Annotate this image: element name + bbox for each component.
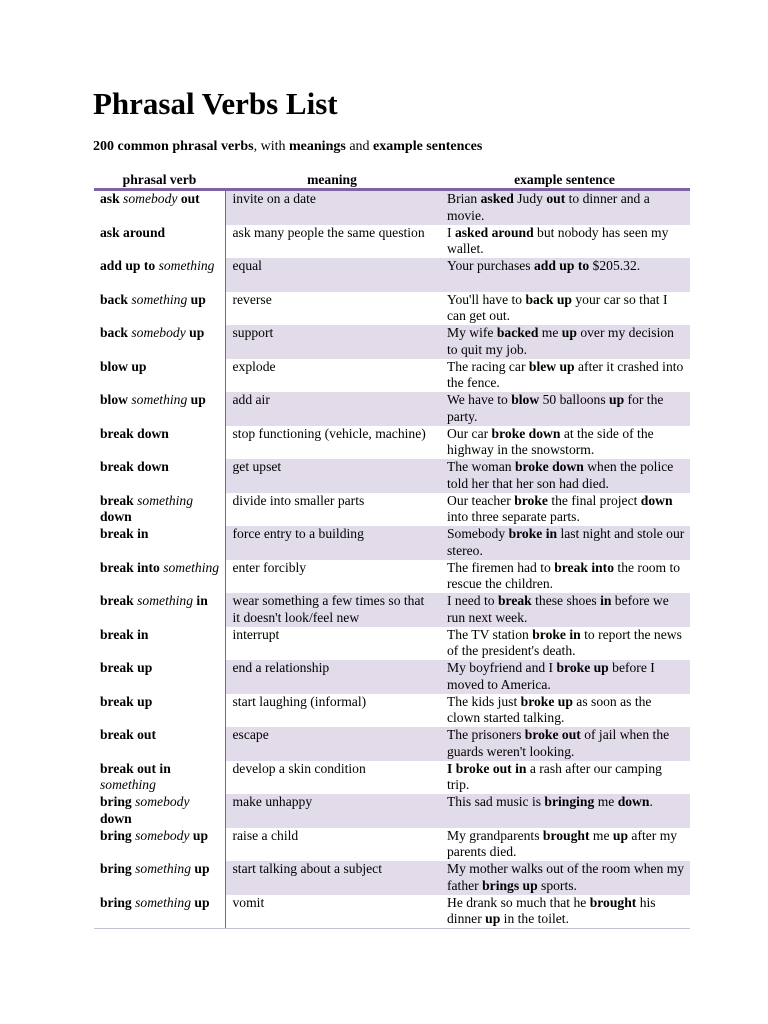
phrasal-verb-cell-segment: break bbox=[100, 593, 138, 608]
example-sentence-cell bbox=[439, 426, 690, 460]
phrasal-verb-cell-segment: something bbox=[135, 861, 192, 876]
phrasal-verb-cell-segment: up bbox=[191, 861, 210, 876]
example-sentence-cell bbox=[439, 627, 690, 661]
phrasal-verb-cell bbox=[94, 627, 225, 661]
meaning-cell: enter forcibly bbox=[232, 559, 307, 575]
example-sentence-cell-segment: broke bbox=[514, 492, 548, 508]
example-sentence-cell-segment: last night and stole our stereo. bbox=[447, 526, 685, 558]
phrasal-verb-cell-segment: down bbox=[100, 509, 132, 524]
example-sentence-cell-segment: He drank so much that he bbox=[447, 894, 590, 910]
example-sentence-cell-segment: Judy bbox=[513, 191, 547, 206]
example-sentence-cell-segment: into three separate parts. bbox=[447, 509, 580, 524]
example-sentence-cell-segment: up bbox=[485, 911, 501, 926]
phrasal-verb-cell-segment: break down bbox=[100, 425, 169, 441]
subtitle-part: example sentences bbox=[373, 139, 483, 154]
table-row bbox=[94, 660, 690, 694]
table-row bbox=[94, 560, 690, 594]
example-sentence-cell bbox=[439, 694, 690, 728]
meaning-cell: invite on a date bbox=[225, 190, 439, 225]
phrasal-verb-cell-segment: somebody bbox=[135, 794, 190, 809]
meaning-cell: divide into smaller parts bbox=[232, 492, 365, 508]
example-sentence-cell-segment: over my decision to quit my job. bbox=[447, 325, 674, 357]
example-sentence-cell-segment: out bbox=[546, 191, 566, 206]
example-sentence-cell bbox=[439, 560, 690, 594]
meaning-cell: explode bbox=[232, 358, 276, 374]
phrasal-verb-cell-segment: back bbox=[100, 291, 132, 307]
phrasal-verb-cell-segment: break into bbox=[100, 559, 164, 575]
phrasal-verb-cell-segment: blow bbox=[100, 392, 132, 407]
phrasal-verb-cell-segment: break down bbox=[100, 459, 169, 474]
meaning-cell: add air bbox=[225, 392, 439, 426]
subtitle-part: , with bbox=[253, 139, 290, 154]
table-row bbox=[94, 694, 690, 728]
example-sentence-cell-segment: My wife bbox=[447, 325, 497, 340]
example-sentence-cell-segment: before we run next week. bbox=[447, 593, 669, 625]
phrasal-verb-cell-segment: blow up bbox=[100, 358, 147, 374]
phrasal-verb-cell bbox=[94, 190, 225, 225]
example-sentence-cell-segment: broke in bbox=[508, 526, 558, 541]
example-sentence-cell-segment: . bbox=[649, 794, 653, 809]
phrasal-verb-cell-segment: up bbox=[187, 392, 206, 407]
example-sentence-cell-segment: brought bbox=[589, 894, 637, 910]
meaning-cell: develop a skin condition bbox=[232, 760, 366, 776]
example-sentence-cell-segment: The prisoners bbox=[447, 727, 525, 742]
example-sentence-cell bbox=[439, 258, 690, 292]
phrasal-verb-cell-segment: down bbox=[100, 810, 132, 826]
example-sentence-cell-segment: to report the news of the president's death. bbox=[447, 626, 682, 658]
example-sentence-cell-segment: break bbox=[497, 593, 532, 608]
phrasal-verb-cell bbox=[94, 526, 225, 560]
example-sentence-cell bbox=[439, 761, 690, 795]
example-sentence-cell-segment: break into bbox=[554, 559, 615, 575]
table-row bbox=[94, 895, 690, 929]
table-body bbox=[94, 190, 690, 929]
phrasal-verb-cell-segment: bring bbox=[100, 861, 136, 876]
meaning-cell: wear something a few times so that it doesn't look/feel new bbox=[225, 593, 439, 627]
phrasal-verb-cell-segment: somebody bbox=[135, 827, 190, 843]
phrasal-verb-cell-segment: something bbox=[131, 291, 188, 307]
example-sentence-cell-segment: Somebody bbox=[447, 526, 509, 541]
subtitle-part: and bbox=[345, 139, 374, 154]
phrasal-verb-cell bbox=[94, 593, 225, 627]
phrasal-verb-cell bbox=[94, 794, 225, 828]
example-sentence-cell bbox=[439, 727, 690, 761]
example-sentence-cell-segment: Our teacher bbox=[447, 492, 515, 508]
phrasal-verb-cell-segment: break up bbox=[100, 693, 153, 709]
example-sentence-cell-segment: brought bbox=[542, 827, 590, 843]
phrasal-verb-cell bbox=[94, 694, 225, 728]
table-row bbox=[94, 325, 690, 359]
example-sentence-cell-segment: the final project bbox=[547, 492, 641, 508]
example-sentence-cell-segment: The firemen had to bbox=[447, 559, 555, 575]
table-row bbox=[94, 526, 690, 560]
example-sentence-cell-segment: 50 balloons bbox=[539, 392, 610, 407]
table-row bbox=[94, 761, 690, 795]
table-row bbox=[94, 459, 690, 493]
meaning-cell: vomit bbox=[225, 895, 439, 929]
table-row bbox=[94, 828, 690, 862]
example-sentence-cell-segment: The racing car bbox=[447, 358, 529, 374]
example-sentence-cell-segment: up bbox=[612, 827, 629, 843]
meaning-cell: end a relationship bbox=[225, 660, 439, 694]
example-sentence-cell-segment: asked around bbox=[454, 224, 534, 240]
example-sentence-cell-segment: me bbox=[538, 325, 562, 340]
example-sentence-cell-segment: blow bbox=[511, 392, 540, 407]
meaning-cell: start laughing (informal) bbox=[232, 693, 367, 709]
example-sentence-cell-segment: The woman bbox=[447, 459, 515, 474]
phrasal-verb-cell-segment: back bbox=[100, 325, 132, 340]
meaning-cell: raise a child bbox=[232, 827, 299, 843]
meaning-cell: ask many people the same question bbox=[232, 224, 425, 240]
example-sentence-cell-segment: down bbox=[617, 794, 650, 809]
phrasal-verb-cell-segment: something bbox=[158, 258, 215, 273]
phrasal-verb-cell-segment: something bbox=[131, 392, 188, 407]
phrasal-verb-cell-segment: break in bbox=[100, 626, 149, 642]
example-sentence-cell-segment: I broke out in bbox=[447, 760, 527, 776]
phrasal-verb-cell bbox=[94, 828, 225, 862]
phrasal-verb-cell bbox=[94, 493, 225, 527]
example-sentence-cell-segment: back up bbox=[525, 291, 572, 307]
example-sentence-cell-segment: broke up bbox=[556, 660, 609, 675]
phrasal-verb-cell-segment: something bbox=[135, 894, 192, 910]
example-sentence-cell-segment: after my parents died. bbox=[447, 827, 678, 859]
example-sentence-cell bbox=[439, 392, 690, 426]
example-sentence-cell-segment: a rash after our camping trip. bbox=[447, 760, 662, 792]
example-sentence-cell-segment: of jail when the guards weren't looking. bbox=[447, 727, 670, 759]
example-sentence-cell-segment: as soon as the clown started talking. bbox=[447, 693, 652, 725]
phrasal-verb-cell bbox=[94, 895, 225, 929]
example-sentence-cell bbox=[439, 660, 690, 694]
phrasal-verb-cell-segment: something bbox=[163, 559, 220, 575]
example-sentence-cell-segment: asked bbox=[480, 191, 514, 206]
example-sentence-cell-segment: up bbox=[561, 325, 577, 340]
example-sentence-cell-segment: My mother walks out of the room when my father bbox=[447, 861, 685, 893]
phrasal-verb-cell bbox=[94, 660, 225, 694]
example-sentence-cell-segment: to dinner and a movie. bbox=[447, 191, 650, 223]
example-sentence-cell-segment: your car so that I can get out. bbox=[447, 291, 668, 323]
table-row bbox=[94, 225, 690, 259]
phrasal-verbs-table bbox=[94, 171, 690, 929]
phrasal-verb-cell bbox=[94, 459, 225, 493]
table-row bbox=[94, 359, 690, 393]
meaning-cell: equal bbox=[225, 258, 439, 292]
phrasal-verb-cell-segment: up bbox=[185, 325, 205, 340]
example-sentence-cell-segment: but nobody has seen my wallet. bbox=[447, 224, 669, 256]
example-sentence-cell bbox=[439, 828, 690, 862]
example-sentence-cell-segment: his dinner bbox=[447, 894, 656, 926]
phrasal-verb-cell-segment: break up bbox=[100, 660, 153, 675]
meaning-cell: force entry to a building bbox=[225, 526, 439, 560]
table-row bbox=[94, 292, 690, 326]
phrasal-verb-cell-segment: bring bbox=[100, 894, 136, 910]
meaning-cell: reverse bbox=[232, 291, 272, 307]
example-sentence-cell-segment: broke out bbox=[524, 727, 581, 742]
example-sentence-cell-segment: brings up bbox=[482, 877, 538, 893]
meaning-cell: interrupt bbox=[232, 626, 280, 642]
example-sentence-cell bbox=[439, 794, 690, 828]
example-sentence-cell-segment: the room to rescue the children. bbox=[447, 559, 681, 591]
phrasal-verb-cell-segment: up bbox=[191, 894, 210, 910]
example-sentence-cell-segment: in the toilet. bbox=[500, 911, 569, 926]
example-sentence-cell-segment: down bbox=[640, 492, 673, 508]
example-sentence-cell-segment: My boyfriend and I bbox=[447, 660, 557, 675]
table-row bbox=[94, 258, 690, 292]
phrasal-verb-cell-segment: break in bbox=[100, 526, 149, 541]
table-row bbox=[94, 861, 690, 895]
example-sentence-cell-segment: I bbox=[447, 224, 455, 240]
example-sentence-cell-segment: sports. bbox=[537, 877, 577, 893]
phrasal-verb-cell-segment: break out bbox=[100, 727, 157, 742]
example-sentence-cell-segment: at the side of the highway in the snowstorm. bbox=[447, 425, 654, 457]
meaning-cell: escape bbox=[225, 727, 439, 761]
example-sentence-cell-segment: broke up bbox=[520, 693, 573, 709]
phrasal-verb-cell-segment: in bbox=[193, 593, 208, 608]
phrasal-verb-cell-segment: up bbox=[189, 827, 209, 843]
phrasal-verb-cell bbox=[94, 727, 225, 761]
column-header-meaning: meaning bbox=[225, 171, 439, 190]
example-sentence-cell-segment: backed bbox=[496, 325, 539, 340]
table-row bbox=[94, 493, 690, 527]
example-sentence-cell-segment: Our car bbox=[447, 425, 492, 441]
table-row bbox=[94, 627, 690, 661]
example-sentence-cell-segment: We have to bbox=[447, 392, 512, 407]
example-sentence-cell bbox=[439, 359, 690, 393]
phrasal-verb-cell-segment: add up to bbox=[100, 258, 159, 273]
example-sentence-cell-segment: for the party. bbox=[447, 392, 664, 424]
example-sentence-cell bbox=[439, 895, 690, 929]
column-header-phrasal-verb: phrasal verb bbox=[94, 171, 225, 190]
meaning-cell: get upset bbox=[225, 459, 439, 493]
example-sentence-cell-segment: My grandparents bbox=[447, 827, 543, 843]
example-sentence-cell-segment: after it crashed into the fence. bbox=[447, 358, 684, 390]
meaning-cell: start talking about a subject bbox=[225, 861, 439, 895]
example-sentence-cell-segment: You'll have to bbox=[447, 291, 526, 307]
phrasal-verb-cell bbox=[94, 258, 225, 292]
example-sentence-cell-segment: The TV station bbox=[447, 626, 533, 642]
example-sentence-cell-segment: me bbox=[589, 827, 613, 843]
example-sentence-cell-segment: these shoes bbox=[531, 593, 601, 608]
example-sentence-cell bbox=[439, 593, 690, 627]
phrasal-verb-cell-segment: break out in bbox=[100, 760, 171, 776]
table-row bbox=[94, 392, 690, 426]
phrasal-verb-cell-segment: bring bbox=[100, 794, 136, 809]
phrasal-verb-cell-segment: out bbox=[177, 191, 200, 206]
example-sentence-cell bbox=[439, 459, 690, 493]
phrasal-verb-cell-segment: ask bbox=[100, 191, 124, 206]
phrasal-verb-cell bbox=[94, 426, 225, 460]
phrasal-verb-cell-segment: something bbox=[137, 492, 194, 508]
example-sentence-cell-segment: broke in bbox=[532, 626, 581, 642]
table-row bbox=[94, 426, 690, 460]
example-sentence-cell-segment: $205.32. bbox=[589, 258, 641, 273]
phrasal-verb-cell-segment: something bbox=[137, 593, 194, 608]
phrasal-verb-cell-segment: bring bbox=[100, 827, 136, 843]
phrasal-verb-cell-segment: somebody bbox=[123, 191, 178, 206]
example-sentence-cell bbox=[439, 225, 690, 259]
phrasal-verb-cell bbox=[94, 325, 225, 359]
subtitle-part: meanings bbox=[289, 139, 346, 154]
example-sentence-cell-segment: broke down bbox=[514, 459, 584, 474]
phrasal-verb-cell-segment: somebody bbox=[131, 325, 186, 340]
table-header-row bbox=[94, 171, 690, 190]
phrasal-verb-cell-segment: up bbox=[187, 291, 206, 307]
phrasal-verb-cell bbox=[94, 761, 225, 795]
phrasal-verb-cell bbox=[94, 392, 225, 426]
phrasal-verb-cell-segment: break bbox=[100, 492, 138, 508]
meaning-cell: make unhappy bbox=[225, 794, 439, 828]
phrasal-verb-cell-segment: ask around bbox=[100, 224, 166, 240]
page-title: Phrasal Verbs List bbox=[93, 86, 338, 121]
phrasal-verb-cell bbox=[94, 292, 225, 326]
example-sentence-cell-segment: up bbox=[609, 392, 625, 407]
example-sentence-cell bbox=[439, 493, 690, 527]
phrasal-verb-cell-segment: something bbox=[100, 777, 156, 792]
table-row bbox=[94, 190, 690, 225]
example-sentence-cell-segment: me bbox=[594, 794, 618, 809]
table-row bbox=[94, 727, 690, 761]
example-sentence-cell-segment: in bbox=[600, 593, 612, 608]
phrasal-verb-cell bbox=[94, 225, 225, 259]
example-sentence-cell-segment: when the police told her that her son had died. bbox=[447, 459, 674, 491]
example-sentence-cell bbox=[439, 325, 690, 359]
example-sentence-cell-segment: blew up bbox=[528, 358, 575, 374]
example-sentence-cell-segment: Brian bbox=[447, 191, 481, 206]
column-header-example-sentence: example sentence bbox=[439, 171, 690, 190]
meaning-cell: stop functioning (vehicle, machine) bbox=[232, 425, 426, 441]
example-sentence-cell-segment: Your purchases bbox=[447, 258, 534, 273]
example-sentence-cell bbox=[439, 292, 690, 326]
example-sentence-cell bbox=[439, 190, 690, 225]
example-sentence-cell-segment: add up to bbox=[533, 258, 590, 273]
table-row bbox=[94, 593, 690, 627]
page-subtitle bbox=[93, 137, 482, 157]
phrasal-verb-cell bbox=[94, 359, 225, 393]
example-sentence-cell-segment: This sad music is bbox=[447, 794, 545, 809]
phrasal-verb-cell bbox=[94, 560, 225, 594]
example-sentence-cell-segment: before I moved to America. bbox=[447, 660, 655, 692]
meaning-cell: support bbox=[225, 325, 439, 359]
phrasal-verb-cell bbox=[94, 861, 225, 895]
example-sentence-cell-segment: I need to bbox=[447, 593, 498, 608]
example-sentence-cell bbox=[439, 526, 690, 560]
table-row bbox=[94, 794, 690, 828]
example-sentence-cell-segment: broke down bbox=[491, 425, 561, 441]
example-sentence-cell-segment: The kids just bbox=[447, 693, 521, 709]
example-sentence-cell-segment: bringing bbox=[544, 794, 595, 809]
subtitle-part: 200 common phrasal verbs bbox=[93, 139, 254, 154]
example-sentence-cell bbox=[439, 861, 690, 895]
